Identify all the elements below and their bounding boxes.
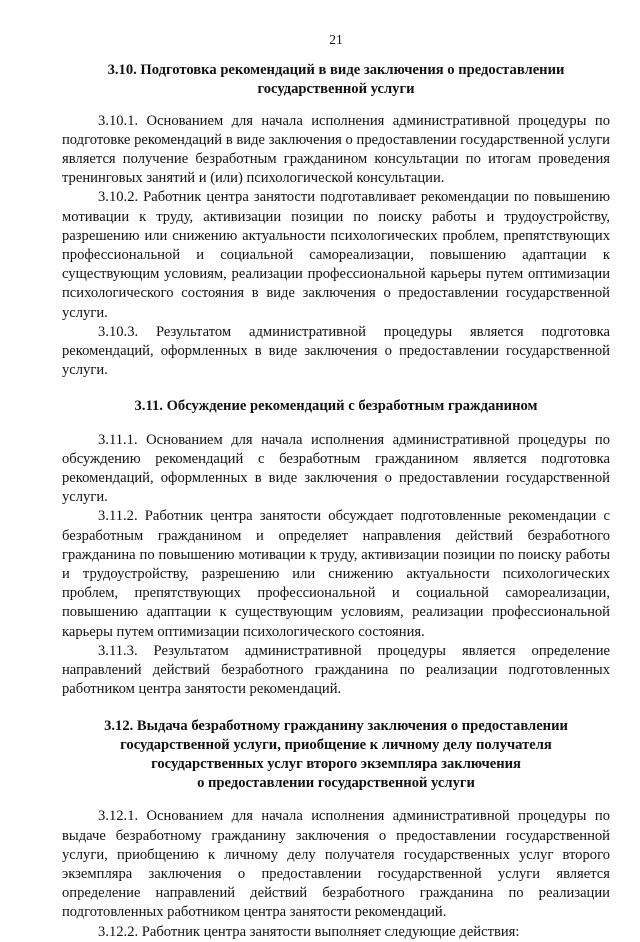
paragraph-3-11-1: 3.11.1. Основанием для начала исполнения административной процедуры по обсуждению рекомендаций с безработным гражданином является подготовка рекомендаций, оформленных в виде заключения о предоставлении государственной услуги. bbox=[62, 431, 610, 506]
paragraph-3-10-3: 3.10.3. Результатом административной процедуры является подготовка рекомендаций, оформленных в виде заключения о предоставлении государственной услуги. bbox=[62, 323, 610, 379]
section-heading-3-11 bbox=[62, 397, 610, 416]
heading-line: государственной услуги bbox=[257, 81, 415, 98]
heading-line: 3.10. Подготовка рекомендаций в виде заключения о предоставлении bbox=[107, 62, 565, 79]
heading-line: о предоставлении государственной услуги bbox=[197, 775, 475, 792]
section-heading-3-12 bbox=[62, 717, 610, 794]
heading-line: 3.12. Выдача безработному гражданину заключения о предоставлении bbox=[104, 717, 568, 734]
paragraph-3-11-2: 3.11.2. Работник центра занятости обсуждает подготовленные рекомендации с безработным гражданином и определяет направления действий безработного гражданина по повышению мотивации к труду, активизации позиции по поиску работы и трудоустройству, разрешению или снижению актуальности психологических проблем, препятствующих профессиональной и социальной самореализации, повышению адаптации к существующим условиям, реализации профессиональной карьеры путем оптимизации психологического состояния. bbox=[62, 508, 610, 640]
paragraph-3-10-2: 3.10.2. Работник центра занятости подготавливает рекомендации по повышению мотивации к труду, активизации позиции по поиску работы и трудоустройству, разрешению или снижению актуальности психологических проблем, препятствующих профессиональной и социальной самореализации, повышению адаптации к существующим условиям, реализации профессиональной карьеры путем оптимизации психологического состояния в виде заключения о предоставлении государственной услуги. bbox=[62, 189, 610, 321]
heading-line: государственных услуг второго экземпляра заключения bbox=[151, 755, 521, 772]
section-heading-3-10 bbox=[62, 61, 610, 99]
heading-line: 3.11. Обсуждение рекомендаций с безработным гражданином bbox=[134, 398, 538, 415]
paragraph-3-12-1: 3.12.1. Основанием для начала исполнения административной процедуры по выдаче безработному гражданину заключения о предоставлении государственной услуги, приобщению к личному делу получателя государственных услуг второго экземпляра заключения о предоставлении государственной услуги является определение направлений действий безработного гражданина по реализации подготовленных работником центра занятости рекомендаций. bbox=[62, 808, 610, 921]
document-page bbox=[62, 30, 610, 942]
heading-line: государственной услуги, приобщение к личному делу получателя bbox=[120, 736, 552, 753]
paragraph-3-11-3: 3.11.3. Результатом административной процедуры является определение направлений действий безработного гражданина по реализации подготовленных работником центра занятости рекомендаций. bbox=[62, 642, 610, 698]
paragraph-3-12-2: 3.12.2. Работник центра занятости выполняет следующие действия: bbox=[98, 923, 520, 940]
paragraph-3-10-1: 3.10.1. Основанием для начала исполнения административной процедуры по подготовке рекомендаций в виде заключения о предоставлении государственной услуги является получение безработным гражданином консультации по итогам проведения тренинговых занятий и (или) психологической консультации. bbox=[62, 112, 610, 187]
page-number: 21 bbox=[329, 32, 343, 47]
